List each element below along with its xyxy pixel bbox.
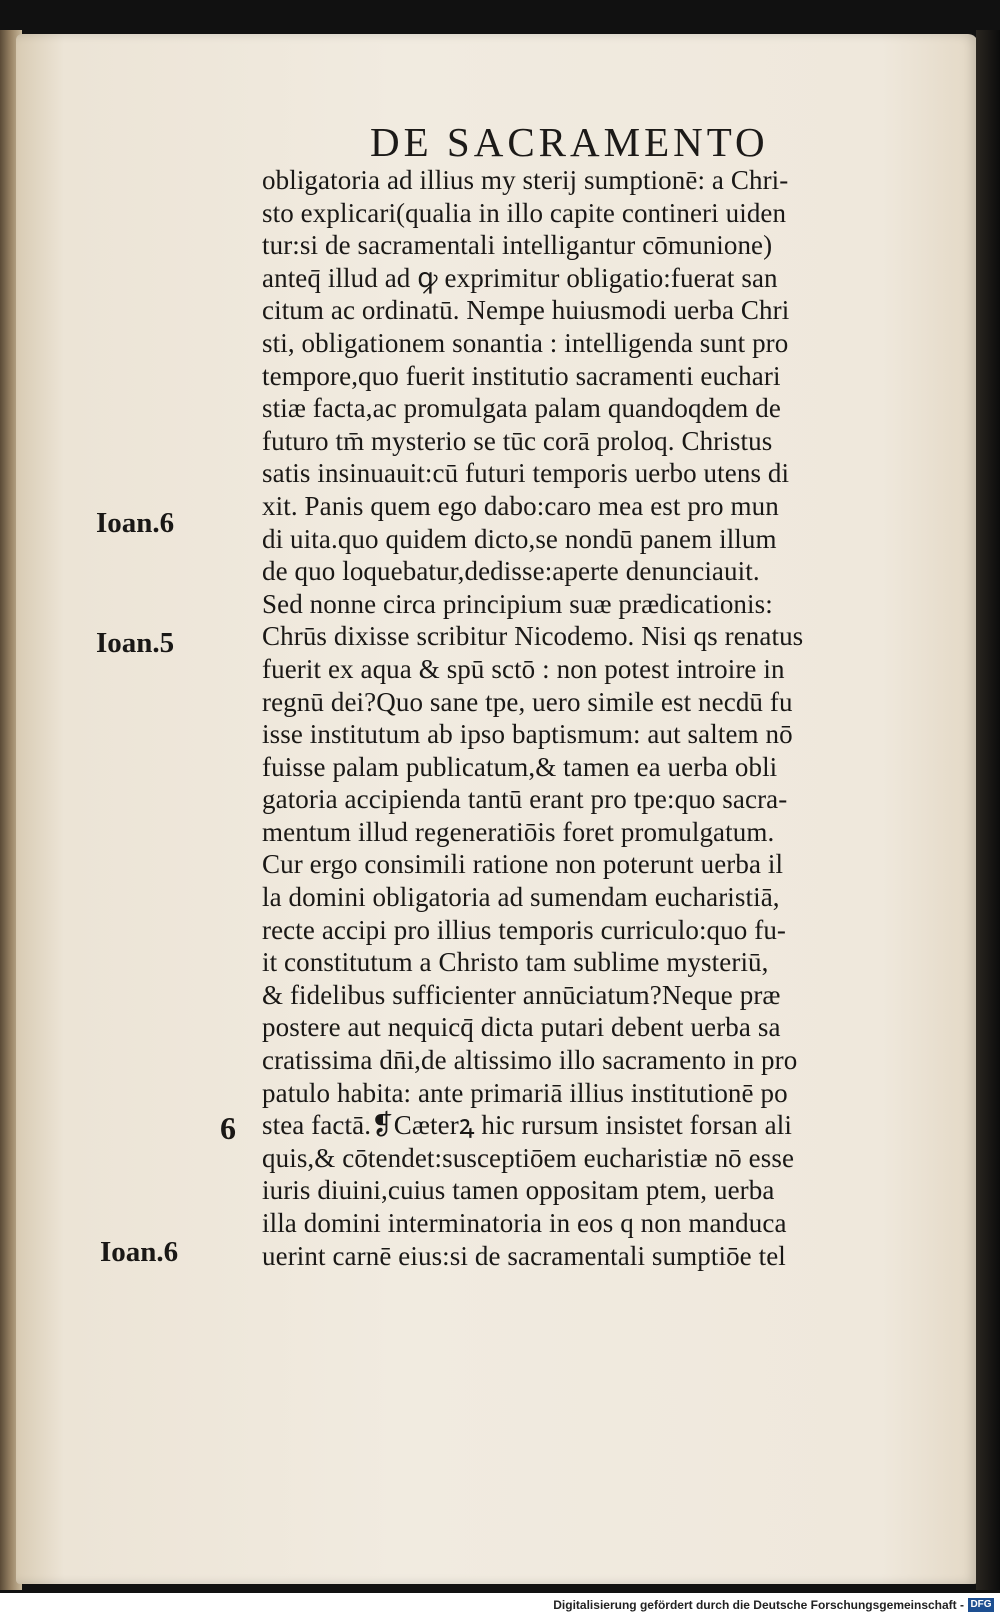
- text-line: la domini obligatoria ad sumendam eucharistiā,: [262, 881, 780, 913]
- text-line: quis,& cōtendet:susceptiōem eucharistiæ nō esse: [262, 1141, 795, 1173]
- text-line: cratissima dn̄i,de altissimo illo sacramento in pro: [262, 1044, 798, 1076]
- text-line: stea factā.❡Cæterꝝ hic rursum insistet forsan ali: [262, 1109, 792, 1141]
- text-line: Chrūs dixisse scribitur Nicodemo. Nisi qs renatus: [262, 620, 804, 652]
- marginal-note-3: 6: [220, 1110, 236, 1146]
- text-line: Sed nonne circa principium suæ prædicationis:: [262, 587, 773, 619]
- text-line: satis insinuauit:cū futuri temporis uerbo utens di: [262, 457, 790, 489]
- text-line: Cur ergo consimili ratione non poterunt uerba il: [262, 848, 784, 880]
- text-line: sti, obligationem sonantia : intelligenda sunt pro: [262, 326, 789, 358]
- marginal-note-4: Ioan.6: [100, 1236, 179, 1268]
- text-line: recte accipi pro illius temporis curriculo:quo fu-: [262, 913, 787, 945]
- text-line: regnū dei?Quo sane tpe, uero simile est necdū fu: [262, 685, 793, 717]
- text-line: uerint carnē eius:si de sacramentali sumptiōe tel: [262, 1239, 786, 1271]
- text-line: isse institutum ab ipso baptismum: aut saltem nō: [262, 718, 793, 750]
- marginal-note-2: Ioan.5: [96, 627, 175, 659]
- text-line: anteq̄ illud ad ꝙ exprimitur obligatio:fuerat san: [262, 261, 778, 293]
- text-line: futuro tm̄ mysterio se tūc corā proloq. Christus: [262, 424, 773, 456]
- text-line: gatoria accipienda tantū erant pro tpe:quo sacra-: [262, 783, 788, 815]
- text-line: di uita.quo quidem dicto,se nondū panem illum: [262, 522, 777, 554]
- text-line: & fidelibus sufficienter annūciatum?Neque præ: [262, 978, 781, 1010]
- text-line: fuerit ex aqua & spū sctō : non potest introire in: [262, 652, 785, 684]
- text-line: mentum illud regeneratiōis foret promulgatum.: [262, 815, 775, 847]
- text-line: stiæ facta,ac promulgata palam quandoqdem de: [262, 392, 781, 424]
- body-text: [262, 164, 942, 1272]
- marginal-note-1: Ioan.6: [96, 507, 175, 539]
- dfg-logo: DFG: [968, 1598, 994, 1612]
- footer-credit: Digitalisierung gefördert durch die Deutsche Forschungsgemeinschaft -: [553, 1598, 964, 1612]
- book-binding-shadow: [976, 30, 1000, 1590]
- text-line: it constitutum a Christo tam sublime mysteriū,: [262, 946, 769, 978]
- text-line: iuris diuini,cuius tamen oppositam ptem, uerba: [262, 1174, 775, 1206]
- text-line: postere aut nequicq̄ dicta putari debent uerba sa: [262, 1011, 781, 1043]
- text-line: patulo habita: ante primariā illius institutionē po: [262, 1076, 788, 1108]
- text-line: tur:si de sacramentali intelligantur cōmunione): [262, 229, 773, 261]
- footer-bar: [0, 1593, 1000, 1615]
- text-line: obligatoria ad illius my sterij sumptionē: a Chri-: [262, 164, 789, 195]
- text-line: tempore,quo fuerit institutio sacramenti euchari: [262, 359, 781, 391]
- text-line: citum ac ordinatū. Nempe huiusmodi uerba Chri: [262, 294, 790, 326]
- text-line: sto explicari(qualia in illo capite contineri uiden: [262, 196, 787, 228]
- text-line: xit. Panis quem ego dabo:caro mea est pro mun: [262, 489, 779, 521]
- text-line: fuisse palam publicatum,& tamen ea uerba obli: [262, 750, 778, 782]
- text-line: de quo loquebatur,dedisse:aperte denunciauit.: [262, 555, 760, 587]
- running-head: DE SACRAMENTO: [370, 119, 769, 165]
- text-line: illa domini interminatoria in eos q non manduca: [262, 1207, 787, 1238]
